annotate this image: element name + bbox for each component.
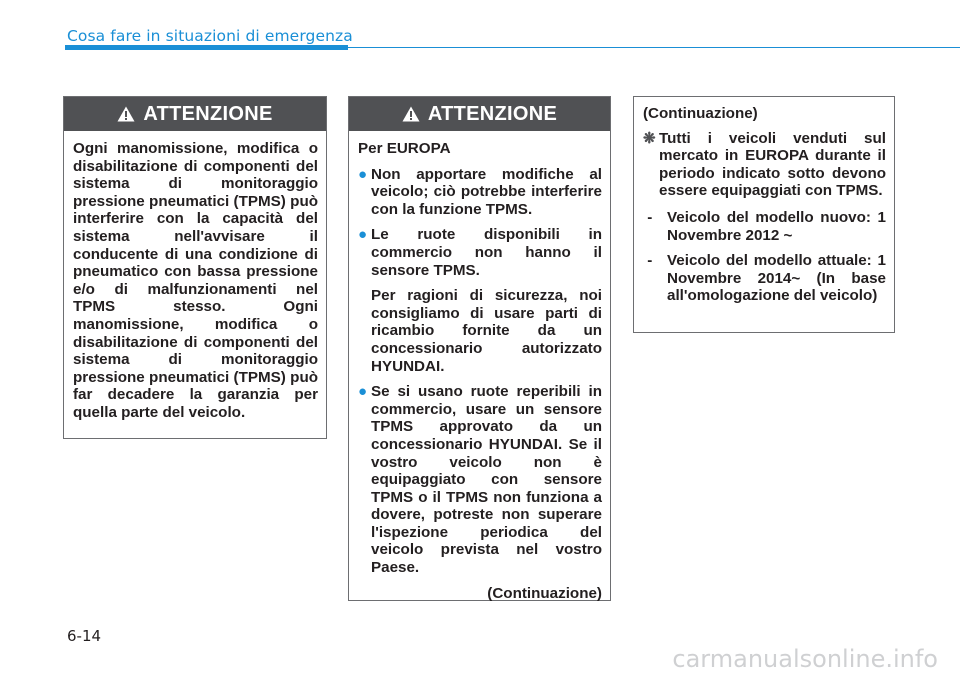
dash-marker: - xyxy=(643,252,653,270)
dash-text: Veicolo del modello attuale: 1 Novembre 2014~ (In base all'omologazione del veicolo) xyxy=(667,252,886,305)
warning-text: Ogni manomissione, modifica o disabilitazione di componenti del sistema di monitoraggio pressione pneumatici (TPMS) può interferire con la capacità del sistema nell'avvisare il conducente di una condizione di pneumatico con bassa pressione e/o di malfunzionamenti nel TPMS stesso. Ogni manomissione, modifica o disabilitazione di componenti del sistema di monitoraggio pressione pneumatici (TPMS) può far decadere la garanzia per quella parte del veicolo. xyxy=(73,140,318,421)
dash-item xyxy=(643,209,886,244)
bullet-text: Le ruote disponibili in commercio non hanno il sensore TPMS. xyxy=(371,226,602,279)
bullet-dot-icon: ● xyxy=(358,165,368,183)
warning-box-header xyxy=(64,97,326,131)
header-rule-accent xyxy=(65,45,348,50)
bullet-dot-icon: ● xyxy=(358,226,368,244)
bullet-dot-icon: ● xyxy=(358,383,368,401)
warning-triangle-icon xyxy=(402,106,420,122)
warning-box-europe xyxy=(348,96,611,601)
watermark: carmanualsonline.info xyxy=(672,645,938,673)
warning-triangle-icon xyxy=(117,106,135,122)
asterisk-note-icon: ❋ xyxy=(643,129,656,147)
section-title: Per EUROPA xyxy=(358,140,451,157)
dash-marker: - xyxy=(643,208,653,226)
warning-box-header xyxy=(349,97,610,131)
continuation-box xyxy=(633,96,895,333)
continued-note: (Continuazione) xyxy=(487,584,602,602)
dash-text: Veicolo del modello nuovo: 1 Novembre 2012 ~ xyxy=(667,208,886,244)
bullet-text: Non apportare modifiche al veicolo; ciò potrebbe interferire con la funzione TPMS. xyxy=(371,165,602,218)
section-header-title: Cosa fare in situazioni di emergenza xyxy=(67,27,353,45)
bullet-item xyxy=(358,166,602,219)
warning-box-heading: ATTENZIONE xyxy=(143,102,273,125)
note-item xyxy=(643,130,886,200)
bullet-item xyxy=(358,383,602,577)
note-text: Tutti i veicoli venduti sul mercato in EUROPA durante il periodo indicato sotto devono essere equipaggiati con TPMS. xyxy=(659,129,886,200)
bullet-text: Se si usano ruote reperibili in commercio, usare un sensore TPMS approvato da un concessionario HYUNDAI. Se il vostro veicolo non è equipaggiato con sensore TPMS o il TPMS non funziona a dovere, potreste non superare l'ispezione periodica del veicolo prevista nel vostro Paese. xyxy=(371,383,602,577)
dash-item xyxy=(643,252,886,305)
page-number: 6-14 xyxy=(67,627,102,645)
bullet-item xyxy=(358,226,602,279)
warning-box-heading: ATTENZIONE xyxy=(427,102,558,125)
warning-box-tamper xyxy=(63,96,327,439)
bullet-subparagraph: Per ragioni di sicurezza, noi consigliamo di usare parti di ricambio fornite da un concessionario autorizzato HYUNDAI. xyxy=(371,287,602,375)
continuation-label: (Continuazione) xyxy=(643,105,758,122)
